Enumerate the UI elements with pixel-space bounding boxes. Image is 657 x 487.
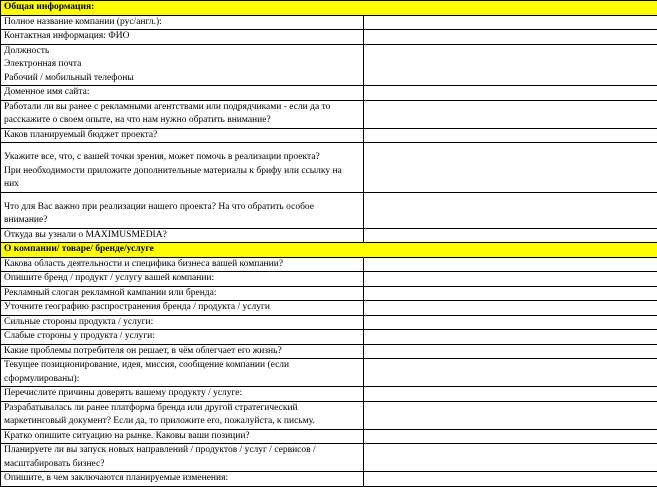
question-cell — [1, 143, 364, 193]
question-text: Работали ли вы ранее с рекламными агентствами или подрядчиками - если да то — [4, 101, 360, 115]
question-text: Перечислите причины доверять вашему продукту / услуге: — [4, 387, 360, 401]
answer-cell[interactable] — [364, 286, 657, 301]
question-row — [1, 143, 657, 193]
question-text: Какие проблемы потребителя он решает, в чём облегчает его жизнь? — [4, 345, 360, 359]
question-row — [1, 192, 657, 228]
answer-cell[interactable] — [364, 472, 657, 487]
question-text: Каков планируемый бюджет проекта? — [4, 129, 360, 143]
question-cell — [1, 301, 364, 316]
question-text: Электронная почта — [4, 58, 360, 72]
question-row — [1, 429, 657, 444]
section-header — [1, 1, 657, 16]
question-text: внимание? — [4, 214, 360, 228]
answer-cell[interactable] — [364, 301, 657, 316]
question-cell — [1, 444, 364, 472]
question-text: них — [4, 178, 360, 192]
question-cell — [1, 86, 364, 101]
question-text: Слабые стороны у продукта / услуги: — [4, 330, 360, 344]
question-cell — [1, 228, 364, 243]
question-cell — [1, 286, 364, 301]
question-text: расскажите о своем опыте, на что нам нужно обратить внимание? — [4, 114, 360, 128]
question-row — [1, 359, 657, 387]
question-text: Откуда вы узнали о MAXIMUSMEDIA? — [4, 229, 360, 243]
question-row — [1, 301, 657, 316]
answer-cell[interactable] — [364, 257, 657, 272]
question-row — [1, 444, 657, 472]
question-cell — [1, 401, 364, 429]
question-cell — [1, 15, 364, 30]
answer-cell[interactable] — [364, 44, 657, 86]
question-text: Должность — [4, 45, 360, 59]
question-cell — [1, 315, 364, 330]
question-cell — [1, 128, 364, 143]
question-cell — [1, 359, 364, 387]
question-text: Опишите бренд / продукт / услугу вашей компании: — [4, 272, 360, 286]
question-row — [1, 387, 657, 402]
question-text: Кратко опишите ситуацию на рынке. Каковы ваши позиции? — [4, 430, 360, 444]
question-row — [1, 272, 657, 287]
answer-cell[interactable] — [364, 192, 657, 228]
question-row — [1, 330, 657, 345]
answer-cell[interactable] — [364, 100, 657, 128]
question-cell — [1, 44, 364, 86]
question-row — [1, 44, 657, 86]
question-text: Опишите, в чем заключаются планируемые изменения: — [4, 472, 360, 486]
question-row — [1, 315, 657, 330]
question-text: Уточните географию распространения бренда / продукта / услуги — [4, 301, 360, 315]
question-text: Рабочий / мобильный телефоны — [4, 72, 360, 86]
question-text: Рекламный слоган рекламной кампании или бренда: — [4, 287, 360, 301]
section-title: Общая информация: — [1, 1, 657, 16]
question-text: Полное название компании (рус/англ.): — [4, 16, 360, 30]
question-cell — [1, 30, 364, 45]
question-row — [1, 100, 657, 128]
question-cell — [1, 192, 364, 228]
question-text: Разрабатывалась ли ранее платформа бренда или другой стратегический — [4, 402, 360, 416]
question-row — [1, 128, 657, 143]
question-text: Какова область деятельности и специфика бизнеса вашей компании? — [4, 258, 360, 272]
answer-cell[interactable] — [364, 444, 657, 472]
question-text: Текущее позиционирование, идея, миссия, сообщение компании (если — [4, 359, 360, 373]
question-cell — [1, 387, 364, 402]
answer-cell[interactable] — [364, 143, 657, 193]
question-text: сформулированы): — [4, 373, 360, 387]
answer-cell[interactable] — [364, 86, 657, 101]
answer-cell[interactable] — [364, 30, 657, 45]
answer-cell[interactable] — [364, 315, 657, 330]
answer-cell[interactable] — [364, 359, 657, 387]
answer-cell[interactable] — [364, 387, 657, 402]
question-cell — [1, 330, 364, 345]
question-cell — [1, 472, 364, 487]
question-row — [1, 15, 657, 30]
question-row — [1, 344, 657, 359]
question-row — [1, 286, 657, 301]
question-cell — [1, 257, 364, 272]
question-cell — [1, 429, 364, 444]
section-header — [1, 243, 657, 258]
question-text: Доменное имя сайта: — [4, 86, 360, 100]
question-row — [1, 228, 657, 243]
question-row — [1, 401, 657, 429]
answer-cell[interactable] — [364, 128, 657, 143]
question-text: Контактная информация: ФИО — [4, 30, 360, 44]
question-text: Укажите все, что, с вашей точки зрения, может помочь в реализации проекта? — [4, 151, 360, 165]
answer-cell[interactable] — [364, 401, 657, 429]
answer-cell[interactable] — [364, 15, 657, 30]
question-text: Что для Вас важно при реализации нашего проекта? На что обратить особое — [4, 201, 360, 215]
question-text: Планируете ли вы запуск новых направлений / продуктов / услуг / сервисов / — [4, 444, 360, 458]
question-text: маркетинговый документ? Если да, то приложите его, пожалуйста, к письму. — [4, 415, 360, 429]
question-cell — [1, 272, 364, 287]
question-row — [1, 30, 657, 45]
question-cell — [1, 344, 364, 359]
answer-cell[interactable] — [364, 272, 657, 287]
question-row — [1, 257, 657, 272]
answer-cell[interactable] — [364, 429, 657, 444]
answer-cell[interactable] — [364, 228, 657, 243]
question-row — [1, 472, 657, 487]
question-text: При необходимости приложите дополнительные материалы к брифу или ссылку на — [4, 165, 360, 179]
answer-cell[interactable] — [364, 344, 657, 359]
answer-cell[interactable] — [364, 330, 657, 345]
question-cell — [1, 100, 364, 128]
question-text: масштабировать бизнес? — [4, 458, 360, 472]
question-row — [1, 86, 657, 101]
question-text: Сильные стороны продукта / услуги: — [4, 316, 360, 330]
section-title: О компании/ товаре/ бренде/услуге — [1, 243, 657, 258]
